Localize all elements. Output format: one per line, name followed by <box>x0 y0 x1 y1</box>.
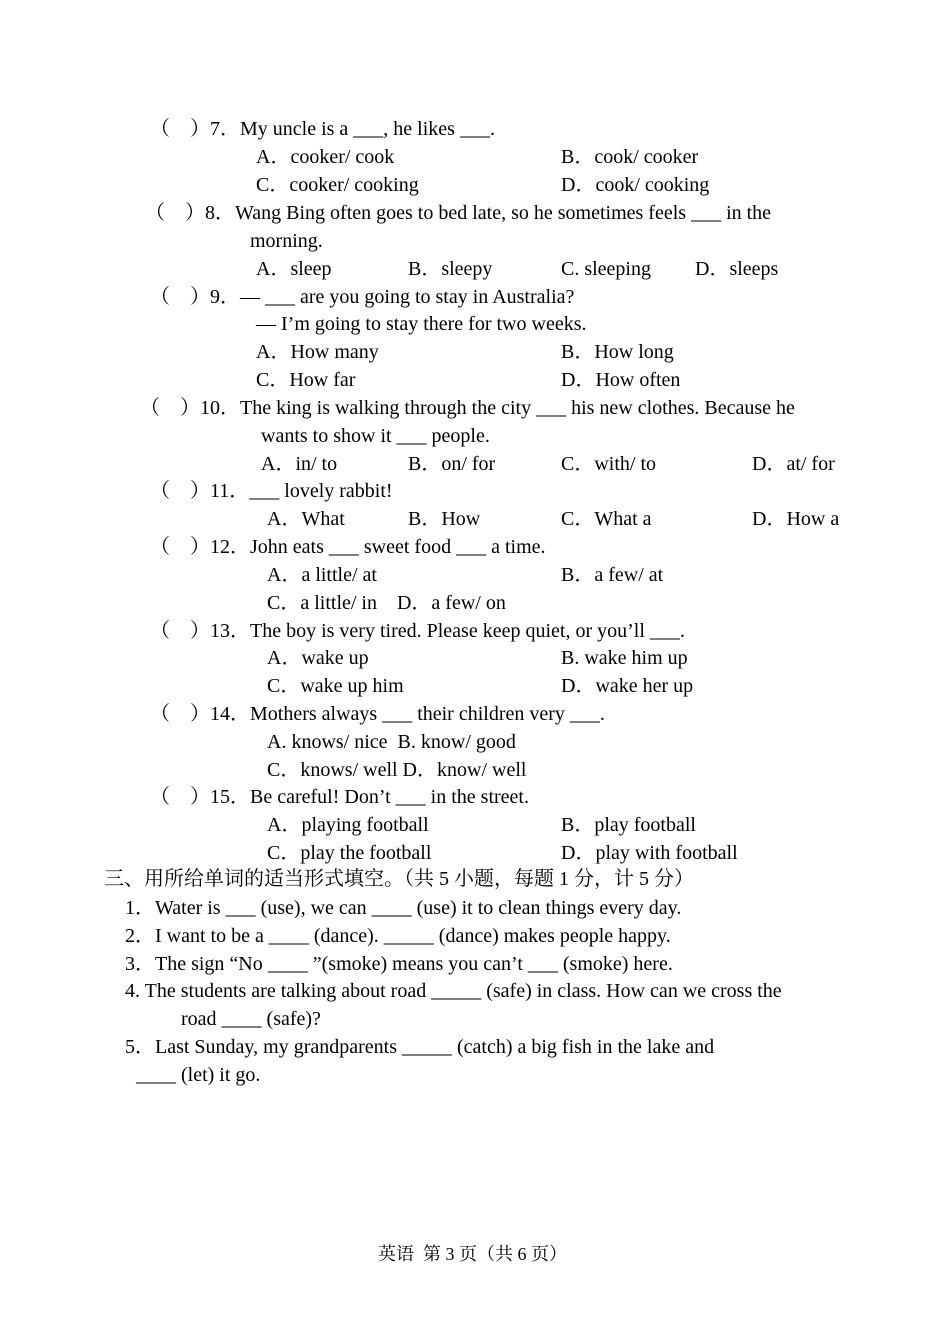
q8-option-a: A．sleep <box>256 258 332 280</box>
q7-stem: （ ）7．My uncle is a ___, he likes ___. <box>150 118 495 140</box>
q13-stem: （ ）13．The boy is very tired. Please keep quiet, or you’ll ___. <box>150 620 685 642</box>
section-3-title: 三、用所给单词的适当形式填空。（共 5 小题，每题 1 分，计 5 分） <box>104 868 694 890</box>
q10-option-c: C．with/ to <box>561 453 657 475</box>
fill-item-1: 1．Water is ___ (use), we can ____ (use) it to clean things every day. <box>125 897 682 919</box>
fill-item-3: 3．The sign “No ____ ”(smoke) means you can’t ___ (smoke) here. <box>125 953 673 975</box>
q9-option-a: A．How many <box>256 341 379 363</box>
q11-option-b: B．How <box>408 508 481 530</box>
q9-option-d: D．How often <box>561 369 681 391</box>
q14-stem: （ ）14．Mothers always ___ their children very ___. <box>150 703 605 725</box>
q15-option-d: D．play with football <box>561 842 738 864</box>
fill-item-2: 2．I want to be a ____ (dance). _____ (dance) makes people happy. <box>125 925 671 947</box>
q15-option-a: A．playing football <box>267 814 429 836</box>
fill-item-5-continued: ____ (let) it go. <box>136 1064 261 1086</box>
page-footer: 英语 第 3 页（共 6 页） <box>378 1244 567 1264</box>
q8-option-b: B．sleepy <box>408 258 493 280</box>
q9-option-b: B．How long <box>561 341 674 363</box>
q10-stem-continued: wants to show it ___ people. <box>261 425 490 447</box>
q12-stem: （ ）12．John eats ___ sweet food ___ a time. <box>150 536 546 558</box>
q9-reply: — I’m going to stay there for two weeks. <box>256 313 587 335</box>
q11-option-d: D．How a <box>752 508 840 530</box>
q12-option-a: A．a little/ at <box>267 564 377 586</box>
q15-stem: （ ）15．Be careful! Don’t ___ in the street. <box>150 786 529 808</box>
q14-options-c-d: C．knows/ well D．know/ well <box>267 759 527 781</box>
q8-stem: （ ）8．Wang Bing often goes to bed late, so he sometimes feels ___ in the <box>145 202 772 224</box>
fill-item-4: 4. The students are talking about road _____ (safe) in class. How can we cross the <box>125 980 782 1002</box>
q8-option-c: C. sleeping <box>561 258 651 280</box>
q10-option-d: D．at/ for <box>752 453 835 475</box>
q10-option-a: A．in/ to <box>261 453 338 475</box>
q13-option-a: A．wake up <box>267 647 369 669</box>
q10-option-b: B．on/ for <box>408 453 496 475</box>
q7-option-a: A．cooker/ cook <box>256 146 395 168</box>
q7-option-c: C．cooker/ cooking <box>256 174 419 196</box>
q9-option-c: C．How far <box>256 369 356 391</box>
q7-option-d: D．cook/ cooking <box>561 174 710 196</box>
q12-option-b: B．a few/ at <box>561 564 664 586</box>
q7-option-b: B．cook/ cooker <box>561 146 699 168</box>
q8-stem-continued: morning. <box>250 230 323 252</box>
q10-stem: （ ）10．The king is walking through the city ___ his new clothes. Because he <box>140 397 795 419</box>
q13-option-b: B. wake him up <box>561 647 688 669</box>
q11-stem: （ ）11．___ lovely rabbit! <box>150 480 393 502</box>
q13-option-d: D．wake her up <box>561 675 694 697</box>
q11-option-a: A．What <box>267 508 345 530</box>
q8-option-d: D．sleeps <box>695 258 779 280</box>
q11-option-c: C．What a <box>561 508 652 530</box>
q14-options-a-b: A. knows/ nice B. know/ good <box>267 731 516 753</box>
q9-stem: （ ）9．— ___ are you going to stay in Australia? <box>150 286 575 308</box>
q12-options-c-d: C．a little/ in D．a few/ on <box>267 592 506 614</box>
fill-item-5: 5．Last Sunday, my grandparents _____ (catch) a big fish in the lake and <box>125 1036 715 1058</box>
q13-option-c: C．wake up him <box>267 675 404 697</box>
q15-option-c: C．play the football <box>267 842 432 864</box>
fill-item-4-continued: road ____ (safe)? <box>181 1008 321 1030</box>
q15-option-b: B．play football <box>561 814 696 836</box>
